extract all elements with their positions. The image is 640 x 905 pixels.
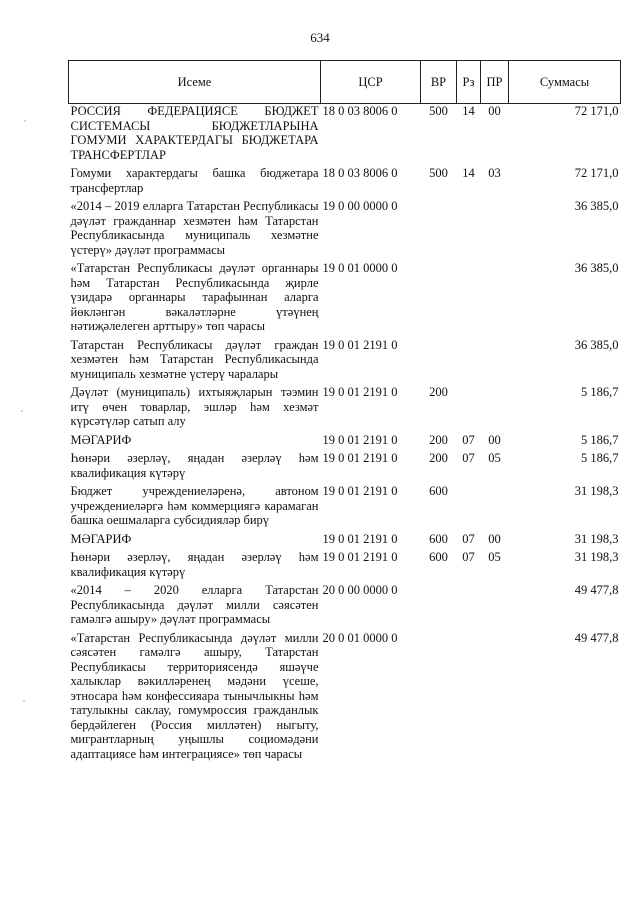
table-row <box>69 104 621 167</box>
cell-vr: 200 <box>429 385 448 399</box>
table-row <box>69 385 621 433</box>
cell-sum: 31 198,3 <box>574 550 619 564</box>
cell-pr: 05 <box>488 451 501 465</box>
table-row <box>69 631 621 766</box>
table-row <box>69 532 621 551</box>
cell-pr <box>481 261 509 338</box>
table-row <box>69 166 621 199</box>
cell-vr: 600 <box>429 531 448 546</box>
cell-pr <box>481 199 509 261</box>
cell-csr: 20 0 01 0000 0 <box>322 630 398 645</box>
cell-sum: 31 198,3 <box>574 531 619 546</box>
cell-name: МӘГАРИФ <box>70 432 132 447</box>
cell-csr: 19 0 01 2191 0 <box>322 484 398 498</box>
cell-name: Дәүләт (муниципаль) ихтыяҗларын тәэмин итү өчен товарлар, эшләр һәм хезмәт күрсәтүләр сатып алу <box>70 385 319 428</box>
cell-rz: 07 <box>462 432 475 447</box>
cell-csr: 20 0 00 0000 0 <box>322 583 398 597</box>
cell-rz <box>457 484 481 532</box>
cell-sum: 5 186,7 <box>581 451 619 465</box>
cell-vr: 600 <box>429 484 448 498</box>
cell-name: Һөнәри әзерләү, яңадан әзерләү һәм квалификация күтәрү <box>70 451 319 480</box>
table-row <box>69 583 621 631</box>
cell-rz <box>457 261 481 338</box>
header-pr: ПР <box>481 61 509 104</box>
cell-name: «Татарстан Республикасында дәүләт милли сәясәтен гамәлгә ашыру, Татарстан Республикасы территориясендә яшәүче халыклар вәкилләренең мәдәни үсеше, этносара һәм конфессияара тынычлыкны һәм татулыкны саклау, гомумроссия гражданлык бердәйлеген (Россия милләтен) ныгыту, мигрантларның уңышлы социомәдәни адаптациясе һәм интеграциясе» төп чарасы <box>70 630 319 761</box>
table-row <box>69 261 621 338</box>
cell-name: РОССИЯ ФЕДЕРАЦИЯСЕ БЮДЖЕТ СИСТЕМАСЫ БЮДЖЕТЛАРЫНА ГОМУМИ ХАРАКТЕРДАГЫ БЮДЖЕТАРА ТРАНСФЕРТЛАР <box>70 104 319 162</box>
cell-sum: 36 385,0 <box>574 337 619 352</box>
cell-vr <box>421 338 457 386</box>
cell-sum: 36 385,0 <box>574 199 619 213</box>
cell-name: Татарстан Республикасы дәүләт граждан хезмәтен һәм Татарстан Республикасында муниципаль хезмәтне үстерү чаралары <box>70 337 319 381</box>
cell-vr <box>421 583 457 631</box>
header-vr: ВР <box>421 61 457 104</box>
budget-table <box>68 60 621 765</box>
cell-pr <box>481 583 509 631</box>
page-number: 634 <box>310 30 330 45</box>
cell-rz <box>457 385 481 433</box>
cell-csr: 19 0 01 2191 0 <box>322 531 398 546</box>
table-row <box>69 484 621 532</box>
cell-pr <box>481 338 509 386</box>
cell-pr: 00 <box>488 531 501 546</box>
cell-sum: 49 477,8 <box>574 630 619 645</box>
cell-vr: 500 <box>429 104 448 118</box>
cell-name: «Татарстан Республикасы дәүләт органнары һәм Татарстан Республикасында җирле үзидарә органнары тарафыннан аларга йөкләнгән вәкаләтләрне үтәүнең нәтиҗәлелеген арттыру» төп чарасы <box>70 261 319 333</box>
cell-vr <box>421 631 457 766</box>
cell-sum: 36 385,0 <box>574 261 619 275</box>
table-row <box>69 433 621 452</box>
table-row <box>69 199 621 261</box>
cell-vr: 200 <box>429 432 448 447</box>
cell-pr: 05 <box>488 550 501 564</box>
scan-speck <box>23 700 25 702</box>
table-row <box>69 451 621 484</box>
table-header-row <box>69 61 621 104</box>
cell-name: Гомуми характердагы башка бюджетара трансфертлар <box>70 166 319 195</box>
cell-rz <box>457 338 481 386</box>
cell-vr <box>421 199 457 261</box>
cell-name: «2014 – 2019 елларга Татарстан Республикасы дәүләт гражданнар хезмәтен һәм Татарстан Республикасында муниципаль хезмәтне үстерү» дәүләт программасы <box>70 199 319 257</box>
cell-vr: 600 <box>429 550 448 564</box>
header-sum: Суммасы <box>509 61 621 104</box>
cell-csr: 19 0 01 2191 0 <box>322 451 398 465</box>
cell-vr <box>421 261 457 338</box>
cell-sum: 5 186,7 <box>581 385 619 399</box>
cell-rz: 07 <box>462 451 475 465</box>
cell-vr: 200 <box>429 451 448 465</box>
cell-csr: 18 0 03 8006 0 <box>322 104 398 118</box>
cell-sum: 72 171,0 <box>574 104 619 118</box>
cell-csr: 19 0 01 2191 0 <box>322 337 398 352</box>
cell-csr: 19 0 00 0000 0 <box>322 199 398 213</box>
scan-speck <box>24 120 26 122</box>
header-name: Исеме <box>69 61 321 104</box>
cell-pr: 00 <box>488 104 501 118</box>
cell-rz <box>457 631 481 766</box>
cell-name: «2014 – 2020 елларга Татарстан Республикасында дәүләт милли сәясәтен гамәлгә ашыру» дәүләт программасы <box>70 583 319 626</box>
cell-csr: 19 0 01 2191 0 <box>322 550 398 564</box>
cell-sum: 5 186,7 <box>581 432 619 447</box>
cell-sum: 49 477,8 <box>574 583 619 597</box>
cell-pr: 00 <box>488 432 501 447</box>
cell-sum: 72 171,0 <box>574 166 619 180</box>
cell-rz: 07 <box>462 531 475 546</box>
cell-csr: 19 0 01 2191 0 <box>322 385 398 399</box>
cell-pr <box>481 484 509 532</box>
cell-pr <box>481 631 509 766</box>
scan-speck <box>21 410 23 412</box>
cell-csr: 18 0 03 8006 0 <box>322 166 398 180</box>
table-row <box>69 550 621 583</box>
cell-rz <box>457 199 481 261</box>
cell-sum: 31 198,3 <box>574 484 619 498</box>
cell-csr: 19 0 01 0000 0 <box>322 261 398 275</box>
cell-name: Һөнәри әзерләү, яңадан әзерләү һәм квалификация күтәрү <box>70 550 319 579</box>
cell-vr: 500 <box>429 166 448 180</box>
cell-csr: 19 0 01 2191 0 <box>322 432 398 447</box>
cell-pr <box>481 385 509 433</box>
cell-name: Бюджет учреждениеләренә, автоном учреждениеләргә һәм коммерциягә карамаган башка оешмаларга субсидияләр бирү <box>70 484 319 527</box>
header-rz: Рз <box>457 61 481 104</box>
cell-name: МӘГАРИФ <box>70 531 132 546</box>
header-csr: ЦСР <box>321 61 421 104</box>
cell-pr: 03 <box>488 166 501 180</box>
cell-rz: 14 <box>462 166 475 180</box>
cell-rz <box>457 583 481 631</box>
table-row <box>69 338 621 386</box>
cell-rz: 07 <box>462 550 475 564</box>
cell-rz: 14 <box>462 104 475 118</box>
